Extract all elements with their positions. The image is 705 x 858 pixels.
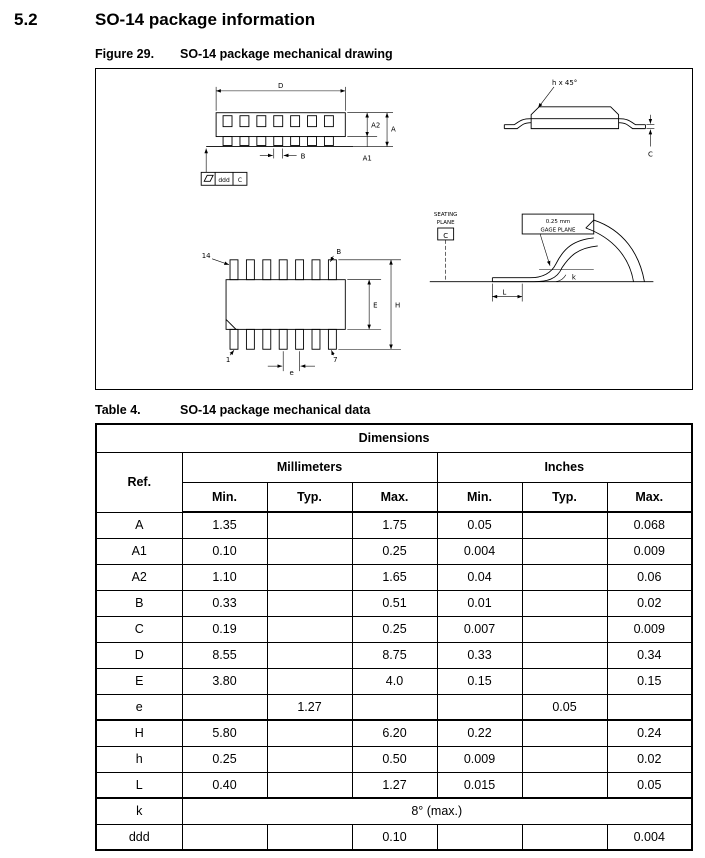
top-view xyxy=(226,260,345,349)
value-cell: 0.01 xyxy=(437,590,522,616)
ref-cell: D xyxy=(96,642,182,668)
value-cell xyxy=(437,694,522,720)
value-cell: 0.009 xyxy=(437,746,522,772)
section-heading xyxy=(0,0,705,30)
figure-title: SO-14 package mechanical drawing xyxy=(180,47,393,61)
pin-14-label: 14 xyxy=(201,251,211,260)
table-row-E xyxy=(96,668,692,694)
gage-plane-label-1: 0.25 mm xyxy=(545,219,571,226)
value-cell: 0.004 xyxy=(437,538,522,564)
value-cell: 1.27 xyxy=(267,694,352,720)
mechanical-data-table xyxy=(95,423,693,851)
table-row-H xyxy=(96,720,692,746)
value-cell: 0.50 xyxy=(352,746,437,772)
value-cell: 0.24 xyxy=(607,720,692,746)
value-cell: 0.15 xyxy=(437,668,522,694)
table-row-A1 xyxy=(96,538,692,564)
value-cell: 0.25 xyxy=(352,616,437,642)
ref-cell: A2 xyxy=(96,564,182,590)
value-cell xyxy=(267,616,352,642)
ref-cell: H xyxy=(96,720,182,746)
section-number: 5.2 xyxy=(14,10,38,29)
value-cell xyxy=(522,746,607,772)
value-cell xyxy=(607,694,692,720)
ref-cell: ddd xyxy=(96,824,182,850)
dim-label-L: L xyxy=(502,288,507,297)
flatness-ddd-label: ddd xyxy=(218,176,230,184)
page-content xyxy=(95,47,693,851)
dim-label-H: H xyxy=(394,301,401,310)
dim-label-B-side: B xyxy=(300,152,306,161)
table-row-dimensions xyxy=(96,424,692,452)
value-cell: 1.10 xyxy=(182,564,267,590)
top-view-dimensions xyxy=(212,256,401,371)
value-cell xyxy=(267,720,352,746)
flatness-datum-label: C xyxy=(237,176,243,184)
value-cell xyxy=(267,642,352,668)
value-cell-k: 8° (max.) xyxy=(182,798,692,824)
value-cell: 0.009 xyxy=(607,616,692,642)
value-cell: 0.007 xyxy=(437,616,522,642)
table-row-minmax xyxy=(96,482,692,512)
col-header-mm-min: Min. xyxy=(182,482,267,512)
value-cell: 4.0 xyxy=(352,668,437,694)
value-cell xyxy=(182,694,267,720)
value-cell: 0.25 xyxy=(182,746,267,772)
ref-cell: B xyxy=(96,590,182,616)
value-cell xyxy=(522,538,607,564)
lead-detail-view xyxy=(430,214,654,282)
ref-cell: e xyxy=(96,694,182,720)
col-header-in-max: Max. xyxy=(607,482,692,512)
dim-label-D: D xyxy=(278,81,284,90)
value-cell: 0.25 xyxy=(352,538,437,564)
value-cell xyxy=(267,668,352,694)
end-view xyxy=(504,107,645,129)
value-cell: 0.19 xyxy=(182,616,267,642)
value-cell xyxy=(267,746,352,772)
value-cell xyxy=(267,824,352,850)
dim-label-E: E xyxy=(373,301,378,310)
value-cell: 0.004 xyxy=(607,824,692,850)
value-cell xyxy=(267,512,352,538)
chamfer-label: h x 45° xyxy=(552,78,578,87)
value-cell xyxy=(522,616,607,642)
value-cell: 0.015 xyxy=(437,772,522,798)
table-row-h xyxy=(96,746,692,772)
figure-caption xyxy=(95,47,693,61)
value-cell: 0.04 xyxy=(437,564,522,590)
table-row-e xyxy=(96,694,692,720)
value-cell xyxy=(522,824,607,850)
col-header-millimeters: Millimeters xyxy=(182,452,437,482)
value-cell xyxy=(267,564,352,590)
table-row-D xyxy=(96,642,692,668)
value-cell xyxy=(267,538,352,564)
table-row-B xyxy=(96,590,692,616)
value-cell xyxy=(437,824,522,850)
value-cell: 0.10 xyxy=(182,538,267,564)
value-cell: 5.80 xyxy=(182,720,267,746)
table-row-L xyxy=(96,772,692,798)
value-cell: 0.06 xyxy=(607,564,692,590)
value-cell: 0.05 xyxy=(607,772,692,798)
value-cell xyxy=(522,642,607,668)
col-header-ref: Ref. xyxy=(96,452,182,512)
value-cell: 8.75 xyxy=(352,642,437,668)
seating-plane-label-2: PLANE xyxy=(436,220,455,227)
value-cell: 6.20 xyxy=(352,720,437,746)
value-cell: 0.05 xyxy=(437,512,522,538)
ref-cell: L xyxy=(96,772,182,798)
value-cell: 0.22 xyxy=(437,720,522,746)
col-header-in-typ: Typ. xyxy=(522,482,607,512)
value-cell: 0.33 xyxy=(437,642,522,668)
table-row-units xyxy=(96,452,692,482)
value-cell: 0.02 xyxy=(607,590,692,616)
table-row-A xyxy=(96,512,692,538)
value-cell: 0.02 xyxy=(607,746,692,772)
value-cell xyxy=(267,772,352,798)
value-cell xyxy=(522,564,607,590)
col-header-inches: Inches xyxy=(437,452,692,482)
table-label: Table 4. xyxy=(95,403,141,417)
mechanical-drawing xyxy=(96,69,692,389)
value-cell: 0.40 xyxy=(182,772,267,798)
value-cell: 1.35 xyxy=(182,512,267,538)
value-cell xyxy=(522,720,607,746)
seating-plane-label-1: SEATING xyxy=(433,212,458,219)
dim-label-k: k xyxy=(571,273,576,282)
table-header-dimensions: Dimensions xyxy=(96,424,692,452)
value-cell: 0.05 xyxy=(522,694,607,720)
ref-cell: h xyxy=(96,746,182,772)
ref-cell: A xyxy=(96,512,182,538)
table-row-ddd xyxy=(96,824,692,850)
pin-1-label: 1 xyxy=(225,356,231,365)
value-cell: 0.51 xyxy=(352,590,437,616)
value-cell xyxy=(522,668,607,694)
col-header-in-min: Min. xyxy=(437,482,522,512)
seating-datum-label: C xyxy=(443,231,449,240)
value-cell xyxy=(522,512,607,538)
ref-cell: k xyxy=(96,798,182,824)
value-cell: 1.27 xyxy=(352,772,437,798)
value-cell xyxy=(522,772,607,798)
drawing-labels xyxy=(202,79,653,377)
table-row-A2 xyxy=(96,564,692,590)
value-cell xyxy=(522,590,607,616)
table-title: SO-14 package mechanical data xyxy=(180,403,371,417)
end-view-dimensions xyxy=(538,87,654,147)
ref-cell: C xyxy=(96,616,182,642)
side-view xyxy=(201,113,353,186)
col-header-mm-typ: Typ. xyxy=(267,482,352,512)
ref-cell: A1 xyxy=(96,538,182,564)
value-cell: 0.10 xyxy=(352,824,437,850)
value-cell: 1.75 xyxy=(352,512,437,538)
dim-label-A: A xyxy=(391,125,396,134)
dim-label-B-top: B xyxy=(336,247,342,256)
pitch-e-label: e xyxy=(289,369,294,378)
col-header-mm-max: Max. xyxy=(352,482,437,512)
pin-7-label: 7 xyxy=(333,356,338,365)
value-cell xyxy=(267,590,352,616)
section-title: SO-14 package information xyxy=(95,10,316,29)
value-cell: 0.34 xyxy=(607,642,692,668)
gage-plane-label-2: GAGE PLANE xyxy=(540,227,576,234)
figure-box xyxy=(95,68,693,390)
value-cell: 3.80 xyxy=(182,668,267,694)
dim-label-A1: A1 xyxy=(362,154,372,163)
value-cell: 1.65 xyxy=(352,564,437,590)
table-row-k xyxy=(96,798,692,824)
value-cell: 0.33 xyxy=(182,590,267,616)
value-cell: 8.55 xyxy=(182,642,267,668)
value-cell: 0.009 xyxy=(607,538,692,564)
table-caption xyxy=(95,403,693,417)
figure-label: Figure 29. xyxy=(95,47,155,61)
dim-label-C: C xyxy=(647,150,653,159)
lead-detail-dimensions xyxy=(446,234,594,302)
table-row-C xyxy=(96,616,692,642)
dim-label-A2: A2 xyxy=(371,121,381,130)
value-cell xyxy=(352,694,437,720)
ref-cell: E xyxy=(96,668,182,694)
value-cell: 0.15 xyxy=(607,668,692,694)
value-cell: 0.068 xyxy=(607,512,692,538)
value-cell xyxy=(182,824,267,850)
